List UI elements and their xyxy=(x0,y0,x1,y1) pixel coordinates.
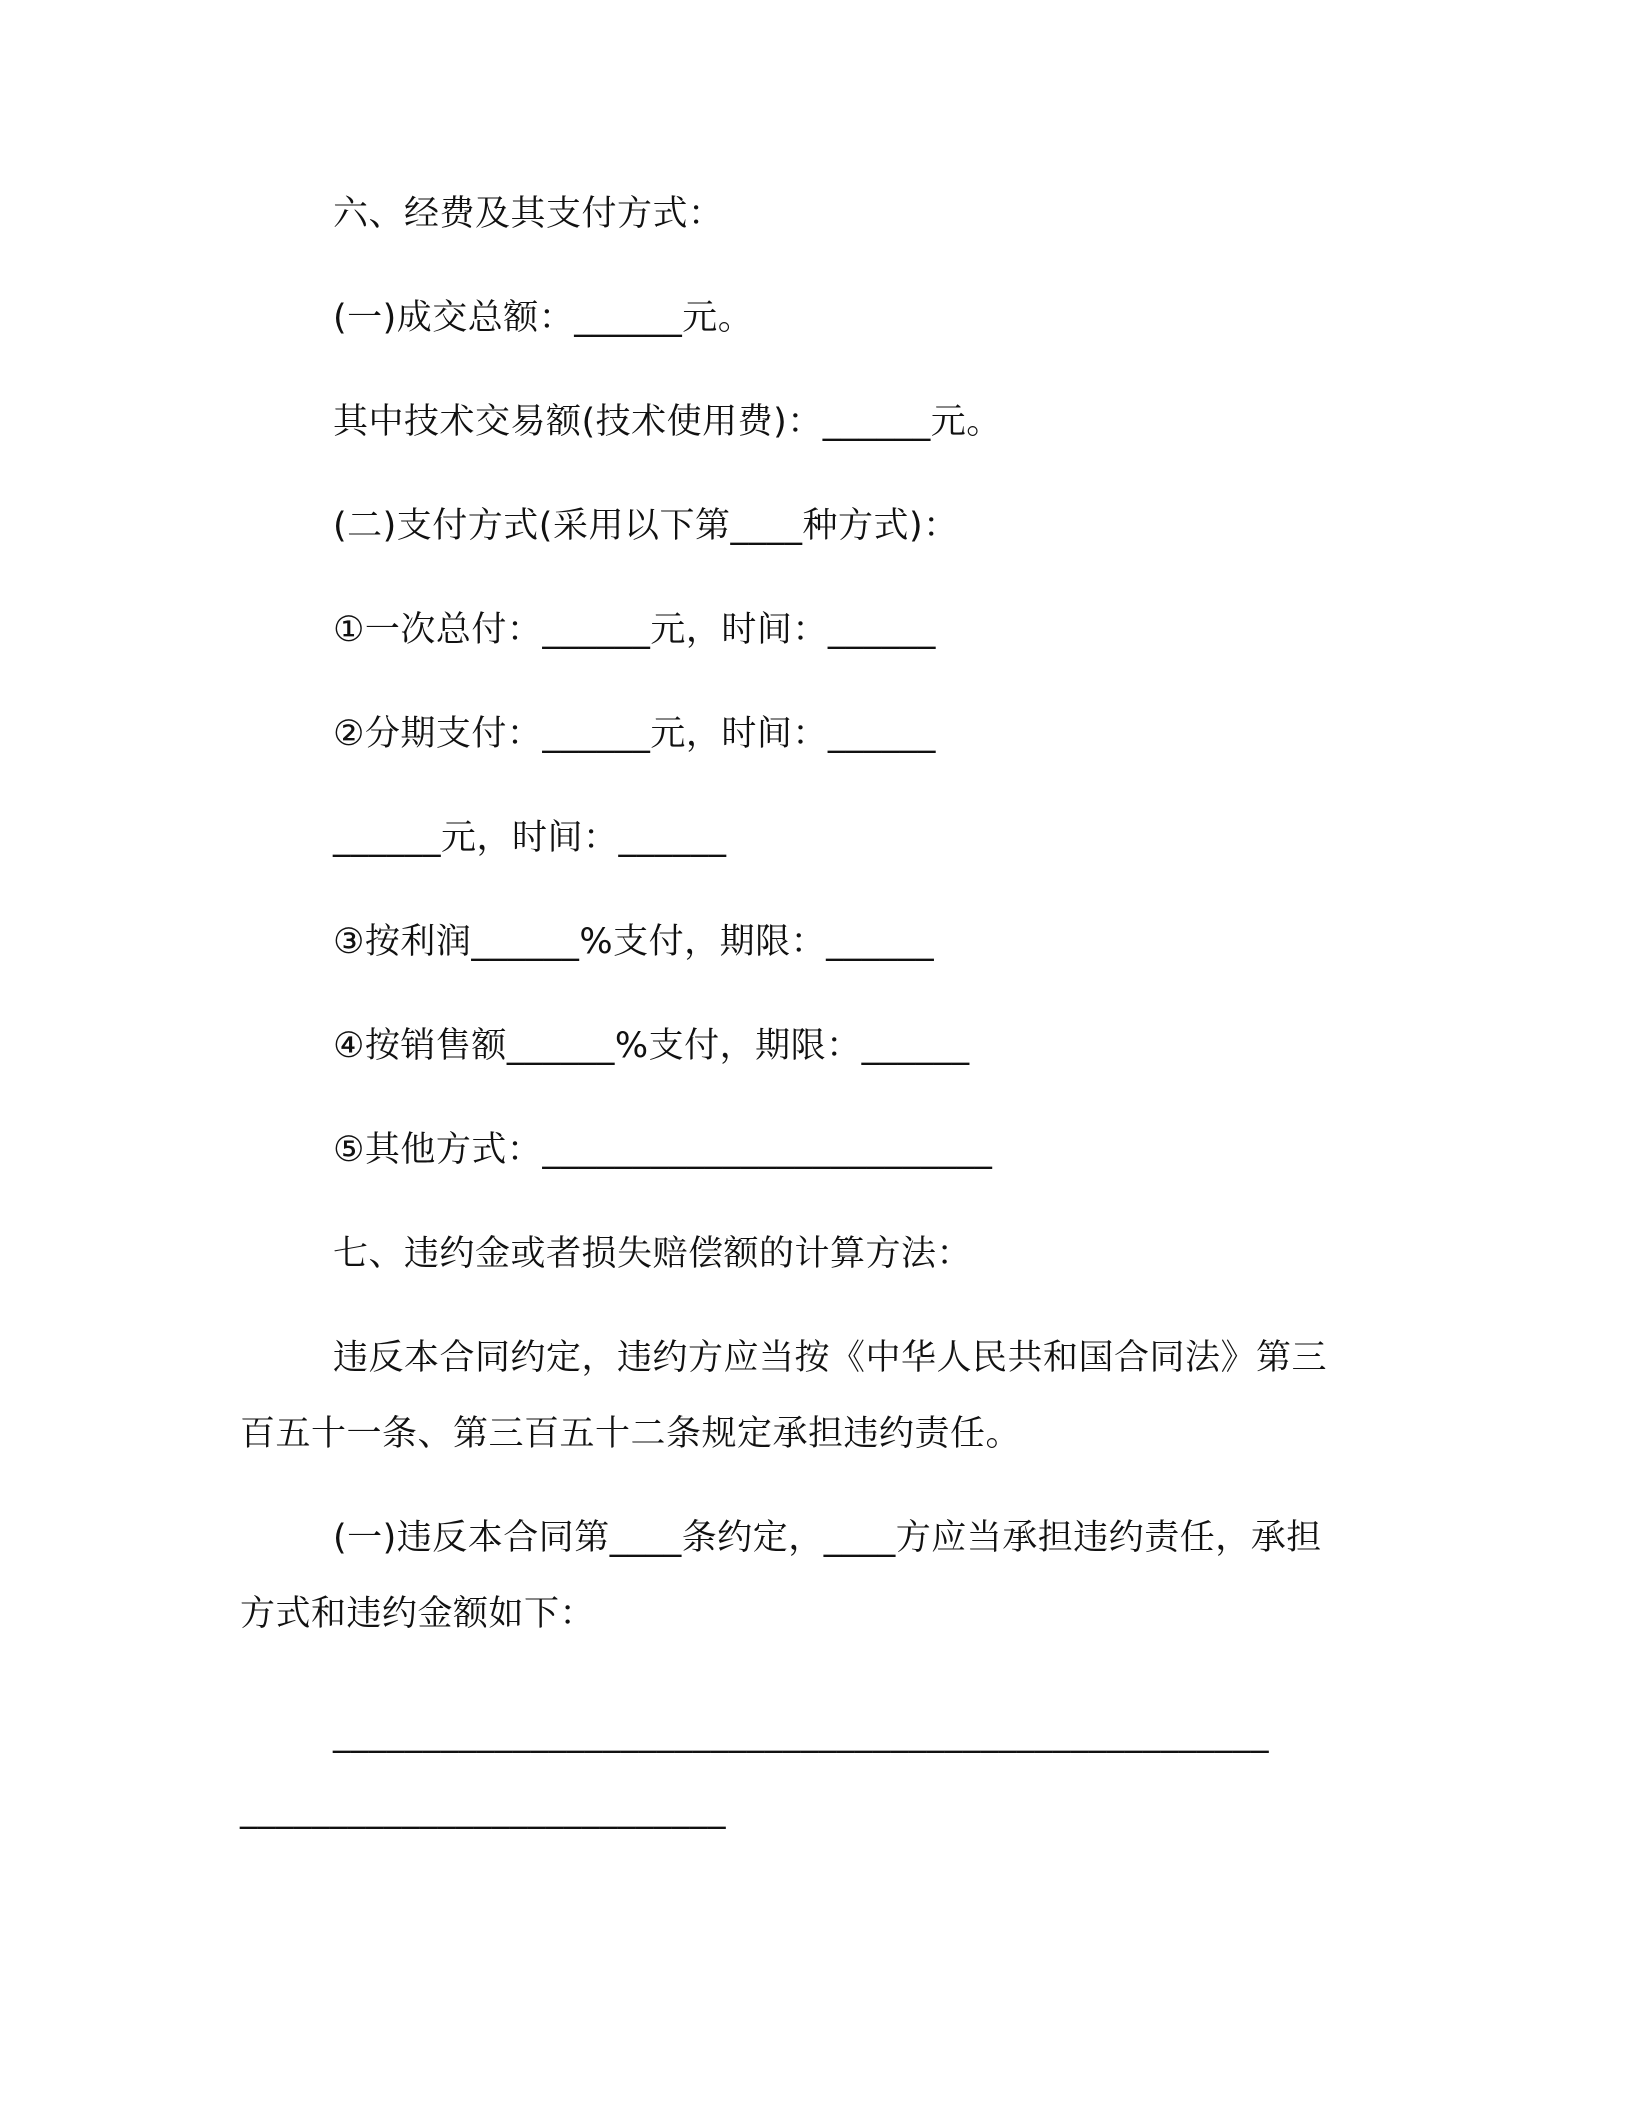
breach-clause-line-1: (一)违反本合同第____条约定，____方应当承担违约责任，承担 xyxy=(333,1518,1322,1558)
breach-paragraph-line-2: 百五十一条、第三百五十二条规定承担违约责任。 xyxy=(240,1414,1022,1454)
blank-fill-line-2: ___________________________ xyxy=(240,1790,726,1830)
section-six-heading: 六、经费及其支付方式： xyxy=(333,194,724,234)
tech-fee-line: 其中技术交易额(技术使用费)：______元。 xyxy=(333,402,1002,442)
blank-fill-line-1: ____________________________________________________ xyxy=(333,1714,1269,1754)
section-seven-heading: 七、违约金或者损失赔偿额的计算方法： xyxy=(333,1234,973,1274)
installment-line: ②分期支付：______元，时间：______ xyxy=(333,714,936,754)
installment-continuation-line: ______元，时间：______ xyxy=(333,818,727,858)
other-method-line: ⑤其他方式：_________________________ xyxy=(333,1130,993,1170)
total-amount-line: (一)成交总额：______元。 xyxy=(333,298,754,338)
profit-share-line: ③按利润______%支付，期限：______ xyxy=(333,922,935,962)
lump-sum-line: ①一次总付：______元，时间：______ xyxy=(333,610,936,650)
sales-share-line: ④按销售额______%支付，期限：______ xyxy=(333,1026,970,1066)
payment-method-line: (二)支付方式(采用以下第____种方式)： xyxy=(333,506,959,546)
breach-clause-line-2: 方式和违约金额如下： xyxy=(240,1594,596,1634)
breach-paragraph-line-1: 违反本合同约定，违约方应当按《中华人民共和国合同法》第三 xyxy=(333,1338,1328,1378)
